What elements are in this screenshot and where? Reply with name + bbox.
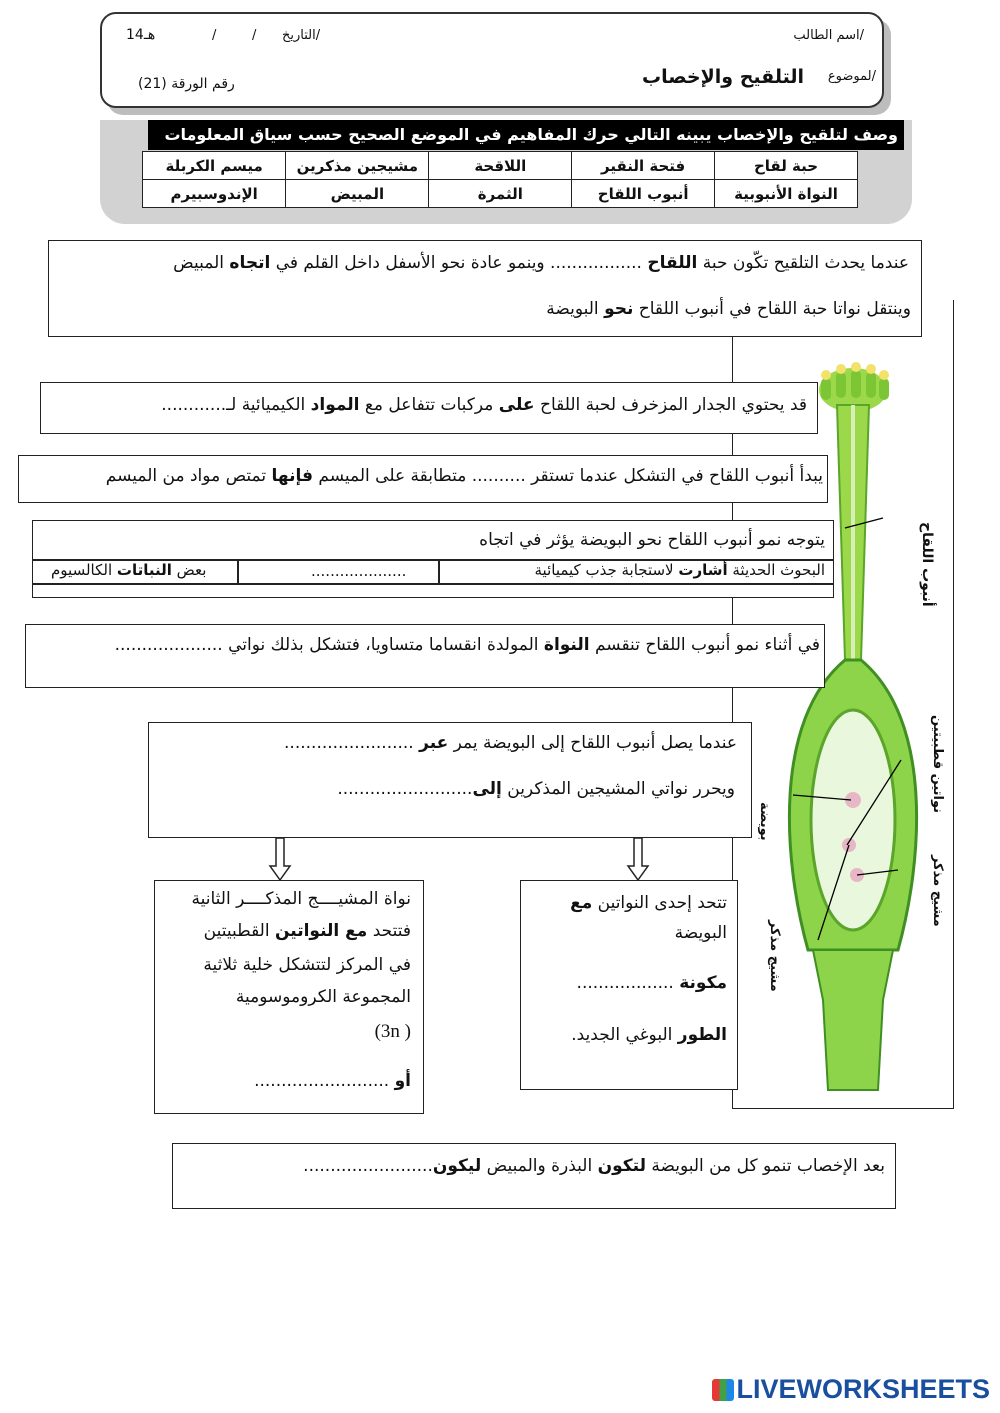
sentence: بعد الإخصاب تنمو كل من البويضة لتكون البذرة والمبيض ليكون........................	[303, 1156, 885, 1176]
word-bank-item[interactable]: مشيجين مذكرين	[286, 152, 429, 180]
sentence: يتوجه نمو أنبوب اللقاح نحو البويضة يؤثر في اتجاه	[479, 530, 825, 550]
date-slash: /	[252, 28, 257, 43]
label-pollen-tube: أنبوب اللقاح	[919, 522, 935, 607]
sentence: عندما يحدث التلقيح تكّون حبة اللقاح ................. وينمو عادة نحو الأسفل داخل القلم في اتجاه المبيض	[173, 253, 909, 273]
word-bank-item[interactable]: الثمرة	[429, 180, 572, 208]
table-cell: البحوث الحديثة أشارت لاستجابة جذب كيميائية	[534, 561, 825, 579]
receptacle-shape	[813, 950, 893, 1090]
label-egg: بويضة	[757, 802, 772, 841]
sentence: يبدأ أنبوب اللقاح في التشكل عندما تستقر .......... متطابقة على الميسم فإنها تمتص مواد من الميسم	[105, 466, 823, 486]
sentence: ويحرر نواتي المشيجين المذكرين إلى.........................	[337, 779, 735, 799]
hijri-year: 14هـ	[126, 27, 156, 43]
word-bank-item[interactable]: ميسم الكربلة	[143, 152, 286, 180]
sentence: مكونة ..................	[576, 973, 727, 993]
liveworksheets-logo[interactable]: LIVEWORKSHEETS	[712, 1374, 990, 1405]
label-polar-nuclei: نواتين قطبيتين	[930, 715, 945, 814]
word-bank-instruction: وصف لتلقيح والإخصاب يبينه التالي حرك المفاهيم في الموضع الصحيح حسب سياق المعلومات	[148, 120, 904, 150]
sentence: في المركز لتتشكل خلية ثلاثية	[203, 955, 411, 975]
header-box	[100, 12, 884, 108]
sentence: في أثناء نمو أنبوب اللقاح تنقسم النواة المولدة انقساما متساويا، فتشكل بذلك نواتي ....................	[114, 635, 820, 655]
answer-blank[interactable]: ........................	[303, 1156, 433, 1176]
sentence: البويضة	[674, 923, 727, 943]
label-male-gamete: مشيج مذكر	[930, 855, 945, 927]
word-bank-item[interactable]: حبة لقاح	[715, 152, 858, 180]
section-nucleus-division	[25, 624, 825, 688]
down-arrow-icon	[268, 838, 292, 882]
box-polar-fusion	[154, 880, 424, 1114]
section-after-fertilization	[172, 1143, 896, 1209]
section-pollen-wall	[40, 382, 818, 434]
section-tube-start	[18, 455, 828, 503]
word-bank-item[interactable]: المبيض	[286, 180, 429, 208]
sentence: عندما يصل أنبوب اللقاح إلى البويضة يمر عبر ........................	[284, 733, 737, 753]
date-label: التاريخ/	[282, 28, 321, 43]
word-bank-item[interactable]: الإندوسبيرم	[143, 180, 286, 208]
label-male-gamete: مشيج مذكر	[767, 920, 782, 992]
sentence: قد يحتوي الجدار المزخرف لحبة اللقاح على مركبات تتفاعل مع المواد الكيميائية لـ............	[161, 395, 807, 415]
answer-blank[interactable]: ....................	[311, 562, 407, 580]
box-egg-fusion	[520, 880, 738, 1090]
down-arrow-icon	[626, 838, 650, 882]
topic-label: لموضوع/	[827, 69, 876, 84]
section-tube-direction	[32, 520, 834, 598]
answer-blank[interactable]: ..................	[576, 973, 680, 993]
sentence: أو .........................	[254, 1071, 411, 1091]
sentence: وينتقل نواتا حبة اللقاح في أنبوب اللقاح نحو البويضة	[546, 299, 911, 319]
word-bank-item[interactable]: اللاقحة	[429, 152, 572, 180]
logo-icon	[712, 1379, 734, 1401]
section-tube-reaches-ovule	[148, 722, 752, 838]
student-name-label: اسم الطالب/	[793, 28, 864, 43]
sheet-number: رقم الورقة (21)	[138, 76, 235, 92]
word-bank-item[interactable]: فتحة النقير	[572, 152, 715, 180]
sentence: نواة المشيــــج المذكــــر الثانية	[191, 889, 411, 909]
answer-blank[interactable]: .........................	[254, 1071, 395, 1091]
sentence: المجموعة الكروموسومية	[235, 987, 411, 1007]
sentence: تتحد إحدى النواتين مع	[570, 893, 727, 913]
word-bank-row	[143, 180, 858, 208]
section-pollen-tube-growth	[48, 240, 922, 337]
chromosome-number: (3n )	[374, 1021, 411, 1042]
word-bank-item[interactable]: أنبوب اللقاح	[572, 180, 715, 208]
word-bank-item[interactable]: النواة الأنبوبية	[715, 180, 858, 208]
page-title: التلقيح والإخصاب	[641, 66, 804, 88]
table-cell: بعض النباتات الكالسيوم	[51, 561, 207, 579]
word-bank-row	[143, 152, 858, 180]
ovule-shape	[811, 710, 895, 930]
sentence: فتتحد مع النواتين القطبيتين	[203, 921, 411, 941]
answer-blank[interactable]: الكيميائية لـ............	[161, 395, 311, 415]
sentence: الطور البوغي الجديد.	[571, 1025, 727, 1045]
word-bank-table	[142, 151, 858, 208]
date-slash: /	[212, 28, 217, 43]
